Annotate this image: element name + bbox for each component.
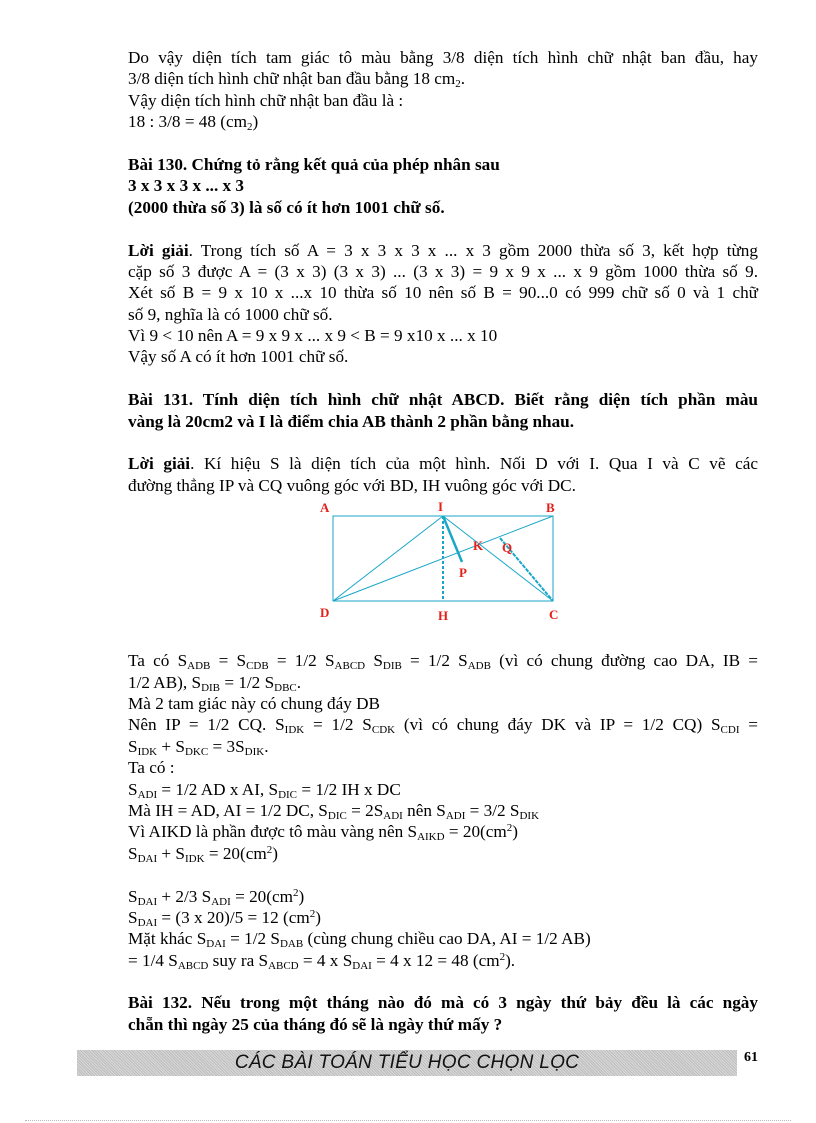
label-q: Q <box>502 540 513 556</box>
calc-line-14: = 1/4 $S_{ABCD}$ suy ra $S_{ABCD} = 4$ x $S_{DAI} = 4$ x 12 = 48 $(cm^2)$. <box>128 950 516 972</box>
bai131-solution-1: Lời giải. Kí hiệu S là diện tích của một hình. Nối D với I. Qua I và C vẽ các <box>128 454 759 474</box>
intro-line-1: Do vậy diện tích tam giác tô màu bằng 3/8 diện tích hình chữ nhật ban đầu, hay <box>128 48 758 67</box>
footer-banner <box>77 1050 737 1076</box>
intro-line-4: 18 : 3/8 = 48 $(cm_2)$ <box>128 112 259 134</box>
page-bottom-divider <box>25 1120 791 1121</box>
calc-line-12: $S_{DAI} = (3$ x 20)/5 = 12 $(cm^2)$ <box>128 907 321 929</box>
calc-line-13: Mặt khác $S_{DAI} = 1/2$ $S_{DAB}$ (cùng chung chiều cao DA, AI = 1/2 AB) <box>128 929 591 951</box>
label-b: B <box>546 500 555 516</box>
label-h: H <box>438 608 449 624</box>
calc-line-10: $S_{DAI} + S_{IDK} = 20(cm^2)$ <box>128 843 278 865</box>
bai130-title-3: (2000 thừa số 3) là số có ít hơn 1001 chữ số. <box>128 197 445 217</box>
bai131-title-2: vàng là 20cm2 và I là điểm chia AB thành 2 phần bằng nhau. <box>128 411 575 431</box>
bai131-solution-2: đường thẳng IP và CQ vuông góc với BD, IH vuông góc với DC. <box>128 475 576 495</box>
label-p: P <box>459 565 467 581</box>
calc-line-5: $S_{IDK} + S_{DKC} = 3S_{DIK}$. <box>128 736 269 758</box>
calc-line-11: $S_{DAI} + 2/3$ $S_{ADI} = 20(cm^2)$ <box>128 886 305 908</box>
calc-line-6: Ta có : <box>128 758 175 778</box>
calc-line-4: Nên IP = 1/2 CQ. $S_{IDK} = 1/2$ $S_{CDK}$ (vì có chung đáy DK và IP = 1/2 CQ) $S_{CDI}$ = <box>128 715 758 737</box>
bai130-solution-4: số 9, nghĩa là có 1000 chữ số. <box>128 304 333 324</box>
bai132-title-1: Bài 132. Nếu trong một tháng nào đó mà có 3 ngày thứ bảy đều là các ngày <box>128 993 758 1013</box>
calc-line-3: Mà 2 tam giác này có chung đáy DB <box>128 693 381 713</box>
page-content <box>128 47 758 1035</box>
label-i: I <box>438 500 444 515</box>
bai130-solution-2: cặp số 3 được A = (3 x 3) (3 x 3) ... (3 x 3) = 9 x 9 x ... x 9 gồm 1000 thừa số 9. <box>128 261 758 281</box>
calc-line-2: 1/2 AB), $S_{DIB} = 1/2$ $S_{DBC}$. <box>128 672 302 694</box>
bai130-solution-6: Vậy số A có ít hơn 1001 chữ số. <box>128 347 349 367</box>
footer-title: CÁC BÀI TOÁN TIỂU HỌC CHỌN LỌC <box>234 1052 580 1073</box>
label-k: K <box>473 538 484 554</box>
calc-line-9: Vì AIKD là phần được tô màu vàng nên $S_{AIKD} = 20(cm^2)$ <box>128 822 518 844</box>
rectangle-figure <box>128 500 758 644</box>
bai130-solution-5: Vì 9 < 10 nên A = 9 x 9 x ... x 9 < B = 9 x10 x ... x 10 <box>128 326 498 346</box>
bai131-title-1: Bài 131. Tính diện tích hình chữ nhật ABCD. Biết rằng diện tích phần màu <box>128 390 758 410</box>
geometry-diagram <box>318 500 578 632</box>
page-number: 61 <box>744 1050 758 1065</box>
bai130-title-1: Bài 130. Chứng tỏ rằng kết quả của phép nhân sau <box>128 154 500 174</box>
intro-line-3: Vậy diện tích hình chữ nhật ban đầu là : <box>128 90 404 110</box>
bai132-title-2: chẵn thì ngày 25 của tháng đó sẽ là ngày thứ mấy ? <box>128 1014 503 1034</box>
calc-line-1: Ta có $S_{ADB} = S_{CDB} = 1/2$ $S_{ABCD}$ $S_{DIB} = 1/2$ $S_{ADB}$ (vì có chung đường cao DA, IB = <box>128 651 758 673</box>
bai130-solution-1: Lời giải. Trong tích số A = 3 x 3 x 3 x ... x 3 gồm 2000 thừa số 3, kết hợp từng <box>128 240 758 260</box>
label-d: D <box>320 605 330 621</box>
line-id <box>333 516 443 601</box>
figure-lines <box>333 516 553 601</box>
calc-line-7: $S_{ADI} = 1/2$ AD x AI, $S_{DIC} = 1/2$ IH x DC <box>128 779 401 801</box>
calc-line-8: Mà IH = AD, AI = 1/2 DC, $S_{DIC} = 2S_{ADI}$ nên $S_{ADI} = 3/2$ $S_{DIK}$ <box>128 800 540 822</box>
label-c: C <box>549 607 559 623</box>
bai130-solution-3: Xét số B = 9 x 10 x ...x 10 thừa số 10 nên số B = 90...0 có 999 chữ số 0 và 1 chữ <box>128 283 758 303</box>
bai130-title-2: 3 x 3 x 3 x ... x 3 <box>128 176 245 196</box>
label-a: A <box>320 500 330 516</box>
intro-line-2: 3/8 diện tích hình chữ nhật ban đầu bằng 18 $cm_2$. <box>128 69 466 91</box>
